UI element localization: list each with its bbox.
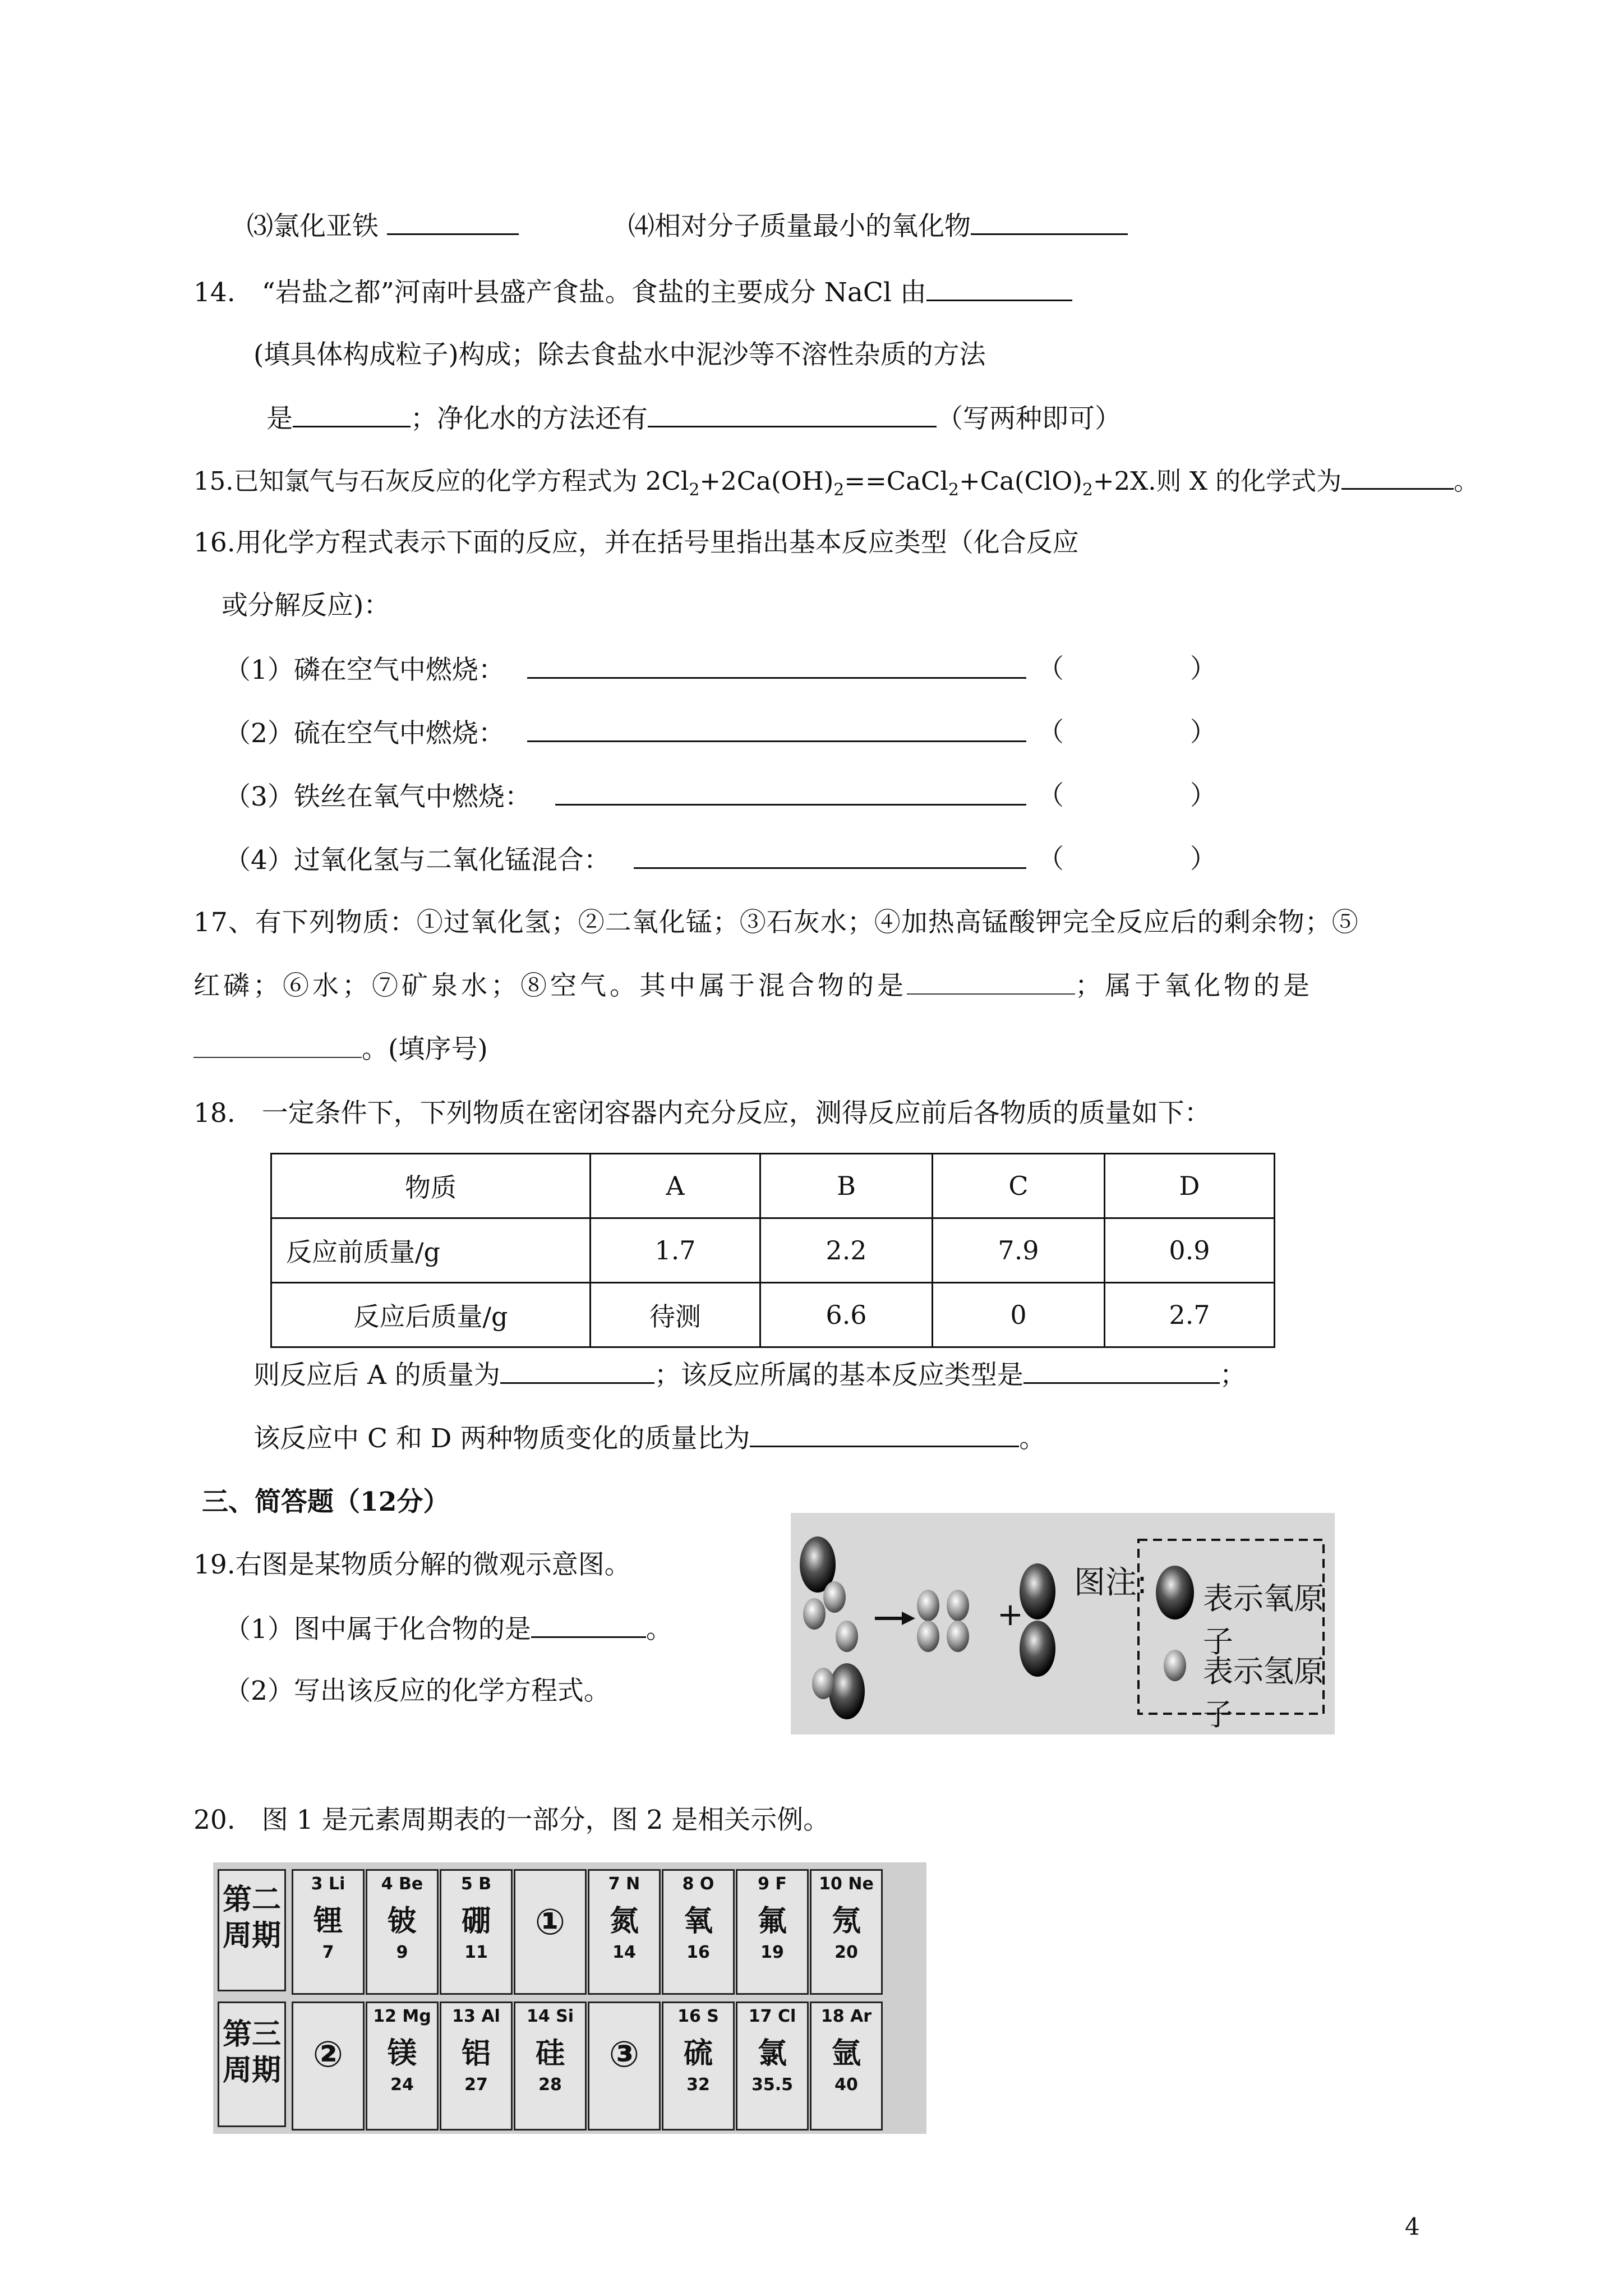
q16-blank-eq4[interactable] bbox=[634, 843, 1026, 869]
q17-line1: 17、有下列物质：①过氧化氢；②二氧化锰；③石灰水；④加热高锰酸钾完全反应后的剩余物；⑤ bbox=[193, 907, 1359, 938]
periodic-table-figure bbox=[213, 1862, 926, 2134]
q15-blank[interactable] bbox=[1341, 463, 1454, 490]
q16-line1: 16.用化学方程式表示下面的反应，并在括号里指出基本反应类型（化合反应 bbox=[193, 527, 1079, 558]
q16-line2: 或分解反应)： bbox=[222, 590, 390, 621]
element-cell bbox=[810, 2001, 883, 2131]
atomic-mass: 19 bbox=[760, 1943, 784, 1962]
table-row: 反应后质量/g 待测 6.6 0 2.7 bbox=[271, 1283, 1275, 1347]
element-symbol: 5 B bbox=[460, 1874, 492, 1894]
atomic-mass: 35.5 bbox=[751, 2075, 794, 2095]
element-name: 氩 bbox=[831, 2037, 861, 2070]
element-cell bbox=[366, 1869, 439, 1995]
legend-title: 图注: bbox=[1074, 1565, 1147, 1601]
q18-after1: 则反应后 A 的质量为 ；该反应所属的基本反应类型是 ； bbox=[253, 1358, 1246, 1392]
q13-item4: ⑷相对分子质量最小的氧化物 bbox=[628, 209, 1128, 243]
q16-paren[interactable]: （ ） bbox=[1038, 844, 1216, 875]
q20-line1: 20. 图 1 是元素周期表的一部分，图 2 是相关示例。 bbox=[193, 1805, 830, 1835]
table-row: 反应前质量/g 1.7 2.2 7.9 0.9 bbox=[271, 1218, 1275, 1283]
element-cell bbox=[736, 1869, 809, 1995]
q14-line3: 是 ；净化水的方法还有 （写两种即可） bbox=[266, 401, 1121, 436]
q19-blank-compound[interactable] bbox=[531, 1612, 646, 1638]
element-name: 锂 bbox=[313, 1904, 343, 1938]
element-symbol: 16 S bbox=[677, 2007, 719, 2026]
atomic-mass: 24 bbox=[390, 2075, 414, 2095]
q14-blank3[interactable] bbox=[648, 401, 937, 427]
missing-element-marker[interactable]: ① bbox=[534, 1902, 566, 1943]
element-cell bbox=[588, 2001, 661, 2131]
q17-line3: 。(填序号) bbox=[193, 1032, 488, 1066]
element-cell bbox=[662, 2001, 735, 2131]
q16-paren[interactable]: （ ） bbox=[1038, 654, 1216, 684]
q16-blank-eq3[interactable] bbox=[555, 779, 1026, 806]
atomic-mass: 14 bbox=[612, 1943, 636, 1962]
oxygen-legend-icon bbox=[1156, 1566, 1194, 1619]
q17-blank-mixture[interactable] bbox=[907, 969, 1075, 995]
period-3-label: 第三周期 bbox=[218, 2001, 286, 2127]
q16-item: （3）铁丝在氧气中燃烧： bbox=[224, 779, 1026, 814]
q13-blank4[interactable] bbox=[971, 209, 1128, 235]
reaction-arrow bbox=[875, 1612, 915, 1625]
q18-blank-ratio[interactable] bbox=[750, 1421, 1019, 1447]
q16-item: （4）过氧化氢与二氧化锰混合： bbox=[224, 843, 1026, 877]
oxygen-label: 表示氧原子 bbox=[1203, 1581, 1324, 1659]
hydrogen-label: 表示氢原子 bbox=[1203, 1654, 1324, 1732]
atomic-mass: 9 bbox=[396, 1943, 408, 1962]
q18-blank-type[interactable] bbox=[1023, 1358, 1220, 1384]
q19-line3: （2）写出该反应的化学方程式。 bbox=[224, 1676, 610, 1706]
atomic-mass: 27 bbox=[464, 2075, 488, 2095]
element-name: 铝 bbox=[461, 2037, 491, 2070]
element-cell bbox=[366, 2001, 439, 2131]
element-symbol: 13 Al bbox=[452, 2007, 500, 2026]
element-cell bbox=[440, 2001, 513, 2131]
q16-item: （1）磷在空气中燃烧： bbox=[224, 652, 1026, 687]
element-cell bbox=[514, 2001, 587, 2131]
element-name: 氖 bbox=[831, 1904, 861, 1938]
element-cell bbox=[292, 2001, 365, 2131]
q16-paren[interactable]: （ ） bbox=[1038, 717, 1216, 748]
element-symbol: 12 Mg bbox=[373, 2007, 431, 2026]
period-2-label: 第二周期 bbox=[218, 1869, 286, 1991]
section-title: 三、简答题（12分） bbox=[202, 1487, 450, 1517]
missing-element-marker[interactable]: ② bbox=[312, 2034, 344, 2076]
atomic-mass: 11 bbox=[464, 1943, 488, 1962]
element-cell bbox=[440, 1869, 513, 1995]
atomic-mass: 40 bbox=[834, 2075, 858, 2095]
element-name: 硼 bbox=[461, 1904, 491, 1938]
element-name: 氧 bbox=[683, 1904, 713, 1938]
atomic-mass: 16 bbox=[686, 1943, 710, 1962]
reactant-molecules bbox=[800, 1536, 865, 1719]
q14-blank2[interactable] bbox=[293, 401, 411, 427]
decomposition-diagram bbox=[791, 1513, 1335, 1734]
element-cell bbox=[292, 1869, 365, 1995]
element-symbol: 8 O bbox=[682, 1874, 714, 1894]
q18-blank-a-mass[interactable] bbox=[500, 1358, 654, 1384]
atomic-mass: 28 bbox=[538, 2075, 562, 2095]
element-name: 硅 bbox=[535, 2037, 565, 2070]
element-symbol: 4 Be bbox=[381, 1874, 423, 1894]
missing-element-marker[interactable]: ③ bbox=[608, 2034, 640, 2076]
q16-blank-eq1[interactable] bbox=[527, 652, 1026, 679]
element-name: 氟 bbox=[757, 1904, 787, 1938]
element-name: 氯 bbox=[757, 2037, 787, 2070]
hydrogen-legend-icon bbox=[1164, 1650, 1186, 1681]
atomic-mass: 32 bbox=[686, 2075, 710, 2095]
q17-blank-oxide[interactable] bbox=[193, 1032, 362, 1058]
plus-sign: + bbox=[997, 1596, 1023, 1633]
q16-paren[interactable]: （ ） bbox=[1038, 780, 1216, 811]
element-name: 氮 bbox=[609, 1904, 639, 1938]
q13-blank3[interactable] bbox=[387, 209, 519, 235]
element-symbol: 14 Si bbox=[526, 2007, 574, 2026]
q15-line: 15.已知氯气与石灰反应的化学方程式为 $2Cl_2+2Ca(OH)_2==CaCl_2+Ca(ClO)_2+2X$.则 X 的化学式为 。 bbox=[193, 463, 1479, 507]
element-cell bbox=[662, 1869, 735, 1995]
q19-line1: 19.右图是某物质分解的微观示意图。 bbox=[193, 1549, 631, 1580]
q16-blank-eq2[interactable] bbox=[527, 716, 1026, 742]
element-symbol: 18 Ar bbox=[820, 2007, 872, 2026]
mass-table bbox=[270, 1153, 1275, 1348]
q19-line2: （1）图中属于化合物的是 。 bbox=[224, 1612, 672, 1646]
q14-line1: 14. “岩盐之都”河南叶县盛产食盐。食盐的主要成分 NaCl 由 bbox=[193, 275, 1072, 310]
element-name: 铍 bbox=[387, 1904, 417, 1938]
q13-item3: ⑶氯化亚铁 bbox=[247, 209, 519, 243]
element-symbol: 7 N bbox=[608, 1874, 640, 1894]
element-symbol: 3 Li bbox=[311, 1874, 345, 1894]
q14-line2: (填具体构成粒子)构成；除去食盐水中泥沙等不溶性杂质的方法 bbox=[253, 339, 986, 370]
q18-after2: 该反应中 C 和 D 两种物质变化的质量比为 。 bbox=[253, 1421, 1045, 1456]
hydrogen-molecules bbox=[917, 1590, 969, 1652]
element-cell bbox=[514, 1869, 587, 1995]
element-cell bbox=[810, 1869, 883, 1995]
element-symbol: 9 F bbox=[758, 1874, 787, 1894]
element-symbol: 17 Cl bbox=[748, 2007, 796, 2026]
q18-line1: 18. 一定条件下，下列物质在密闭容器内充分反应，测得反应前后各物质的质量如下： bbox=[193, 1098, 1211, 1129]
atomic-mass: 20 bbox=[834, 1943, 858, 1962]
element-cell bbox=[736, 2001, 809, 2131]
element-name: 硫 bbox=[683, 2037, 713, 2070]
oxygen-molecule bbox=[1020, 1563, 1055, 1677]
q14-blank1[interactable] bbox=[926, 275, 1072, 301]
page-number: 4 bbox=[1405, 2213, 1420, 2240]
table-row: 物质 A B C D bbox=[271, 1154, 1275, 1218]
q17-line2: 红磷；⑥水；⑦矿泉水；⑧空气。其中属于混合物的是 ；属于氧化物的是 bbox=[193, 969, 1313, 1003]
atomic-mass: 7 bbox=[322, 1943, 334, 1962]
q16-item: （2）硫在空气中燃烧： bbox=[224, 716, 1026, 751]
element-cell bbox=[588, 1869, 661, 1995]
element-name: 镁 bbox=[387, 2037, 417, 2070]
element-symbol: 10 Ne bbox=[819, 1874, 874, 1894]
